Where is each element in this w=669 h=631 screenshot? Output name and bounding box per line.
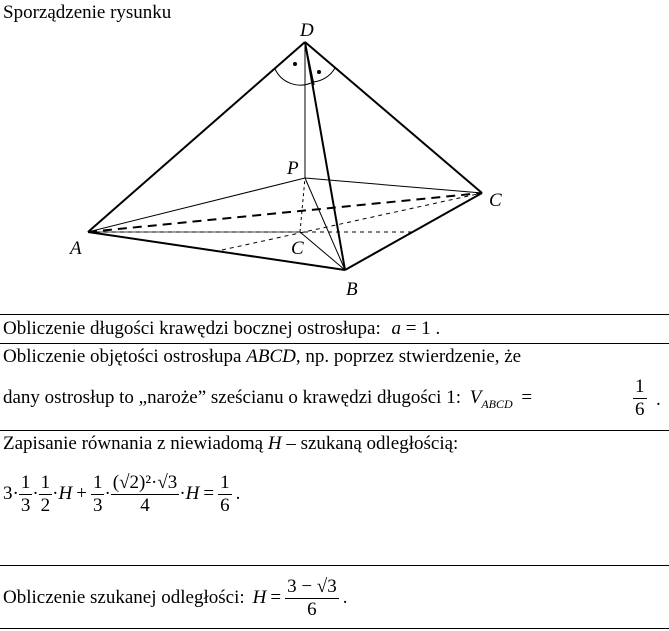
- math-eq: =: [270, 587, 282, 608]
- separator: [0, 565, 669, 566]
- fraction-den: 2: [40, 494, 51, 516]
- math-eq: =: [203, 483, 215, 504]
- row-text: Obliczenie objętości ostrosłupa: [3, 346, 247, 367]
- period: .: [235, 483, 241, 504]
- fraction-num: 1: [20, 471, 31, 493]
- separator: [0, 628, 669, 629]
- line-PB: [305, 178, 345, 270]
- math-abcd: ABCD: [246, 346, 296, 367]
- fraction-num: 1: [92, 471, 103, 493]
- fraction-volume: [633, 376, 647, 421]
- row-edge-length: [3, 318, 440, 340]
- fraction-num: 1: [40, 471, 51, 493]
- math-dot: ·: [32, 483, 39, 504]
- fraction-den: 4: [140, 494, 150, 516]
- line-PA: [88, 178, 305, 232]
- row-volume-line2: [3, 387, 536, 412]
- row-text: – szukaną odległością:: [281, 433, 459, 454]
- edge-DB: [305, 42, 345, 270]
- fraction-num: 1: [220, 471, 230, 493]
- angle-arc-left: [275, 69, 311, 85]
- line-Cm-P: [300, 178, 305, 232]
- math-plus: +: [76, 483, 87, 504]
- math-V: V: [469, 387, 482, 408]
- math-var-a: a: [391, 318, 402, 339]
- equation: [3, 462, 240, 526]
- separator: [0, 314, 669, 315]
- row-text: Zapisanie równania z niewiadomą: [3, 433, 268, 454]
- row-volume-line1: [3, 346, 521, 368]
- period: .: [342, 587, 348, 608]
- fraction-den: 6: [635, 399, 645, 420]
- separator: [0, 343, 669, 344]
- math-dot: ·: [179, 483, 186, 504]
- label-B: B: [346, 279, 358, 300]
- math-eq: =: [521, 387, 533, 408]
- fraction-num: 3 − √3: [287, 575, 337, 597]
- pyramid-figure: [0, 0, 669, 310]
- row-text: dany ostrosłup to „naroże” sześcianu o krawędzi długości 1:: [3, 387, 461, 408]
- math-H: H: [267, 433, 282, 454]
- math-H: H: [252, 587, 267, 608]
- fraction-den: 6: [220, 494, 230, 516]
- row-equation-heading: [3, 433, 458, 455]
- angle-arc-right: [313, 68, 335, 82]
- row-text: , np. poprzez stwierdzenie, że: [295, 346, 522, 367]
- row-text: Obliczenie szukanej odległości:: [3, 587, 245, 608]
- label-P: P: [287, 158, 299, 179]
- line-C-mid: [222, 193, 482, 250]
- angle-dot-left: [293, 62, 297, 66]
- math-dot: ·: [52, 483, 59, 504]
- fraction-den: 3: [20, 494, 31, 516]
- fraction-den: 3: [92, 494, 103, 516]
- row-result: [3, 570, 348, 626]
- period: .: [656, 389, 661, 410]
- section-heading: Sporządzenie rysunku: [3, 2, 172, 23]
- math-V-sub: ABCD: [481, 396, 513, 411]
- math-term: 3·: [3, 483, 19, 504]
- row-text: Obliczenie długości krawędzi bocznej ostrosłupa:: [3, 318, 381, 339]
- edge-DC: [305, 42, 482, 193]
- label-C-upper: C: [489, 190, 502, 211]
- math-dot: ·: [104, 483, 111, 504]
- math-H: H: [185, 483, 200, 504]
- label-A: A: [70, 238, 82, 259]
- edge-DA: [88, 42, 305, 232]
- angle-dot-right: [317, 70, 321, 74]
- label-D: D: [300, 20, 314, 41]
- math-H: H: [58, 483, 73, 504]
- label-C-lower: C: [291, 238, 304, 259]
- fraction-den: 6: [307, 598, 317, 620]
- fraction-num: 1: [635, 376, 645, 397]
- separator: [0, 430, 669, 431]
- math-eq: = 1 .: [405, 318, 441, 339]
- fraction-num: (√2)²·√3: [112, 471, 178, 493]
